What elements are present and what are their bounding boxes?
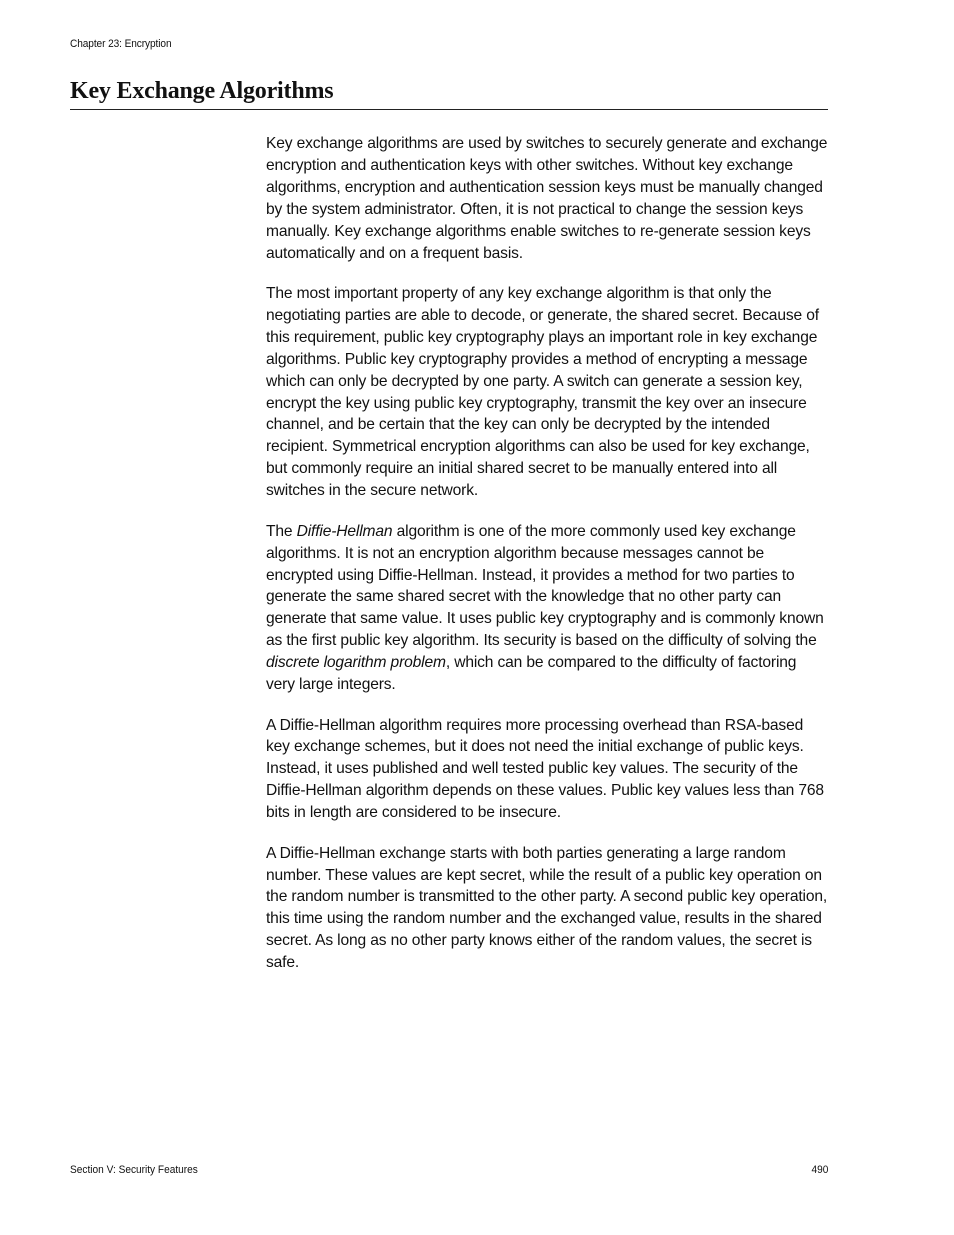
page-title: Key Exchange Algorithms — [70, 78, 334, 104]
running-header: Chapter 23: Encryption — [70, 38, 172, 50]
paragraph-3-text-2: algorithm is one of the more commonly used key exchange algorithms. It is not an encryption algorithm because messages cannot be encrypted using Diffie-Hellman. Instead, it provides a method for two parties to generate the same shared secret with the knowledge that no other party can generate that same value. It uses public key cryptography and is commonly known as the first public key algorithm. Its security is based on the difficulty of solving the — [266, 522, 824, 650]
term-diffie-hellman: Diffie-Hellman — [296, 522, 393, 540]
page-number: 490 — [811, 1164, 828, 1176]
term-discrete-logarithm-problem: discrete logarithm problem — [266, 654, 446, 672]
paragraph-5: A Diffie-Hellman exchange starts with both parties generating a large random number. These values are kept secret, while the result of a public key operation on the random number is transmitted to the other party. A second public key operation, this time using the random number and the exchanged value, results in the shared secret. As long as no other party knows either of the random values, the secret is safe. — [266, 844, 828, 972]
paragraph-1: Key exchange algorithms are used by switches to securely generate and exchange encryption and authentication keys with other switches. Without key exchange algorithms, encryption and authentication session keys must be manually changed by the system administrator. Often, it is not practical to change the session keys manually. Key exchange algorithms enable switches to re-generate session keys automatically and on a frequent basis. — [266, 135, 828, 262]
footer-section-label: Section V: Security Features — [70, 1164, 198, 1176]
body-text — [266, 133, 828, 993]
title-rule — [70, 109, 828, 110]
paragraph-4: A Diffie-Hellman algorithm requires more processing overhead than RSA-based key exchange schemes, but it does not need the initial exchange of public keys. Instead, it uses published and well tested public key values. The security of the Diffie-Hellman algorithm depends on these values. Public key values less than 768 bits in length are considered to be insecure. — [266, 716, 824, 822]
paragraph-3-text-3: , which can be compared to the difficulty of factoring very large integers. — [266, 654, 797, 694]
paragraph-3 — [266, 521, 828, 696]
paragraph-3-text-1: The — [266, 522, 297, 540]
paragraph-2: The most important property of any key exchange algorithm is that only the negotiating parties are able to decode, or generate, the shared secret. Because of this requirement, public key cryptography plays an important role in key exchange algorithms. Public key cryptography provides a method of encrypting a message which can only be decrypted by one party. A switch can generate a session key, encrypt the key using public key cryptography, transmit the key over an insecure channel, and be certain that the key can only be decrypted by the intended recipient. Symmetrical encryption algorithms can also be used for key exchange, but commonly require an initial shared secret to be manually entered into all switches in the secure network. — [266, 285, 819, 500]
